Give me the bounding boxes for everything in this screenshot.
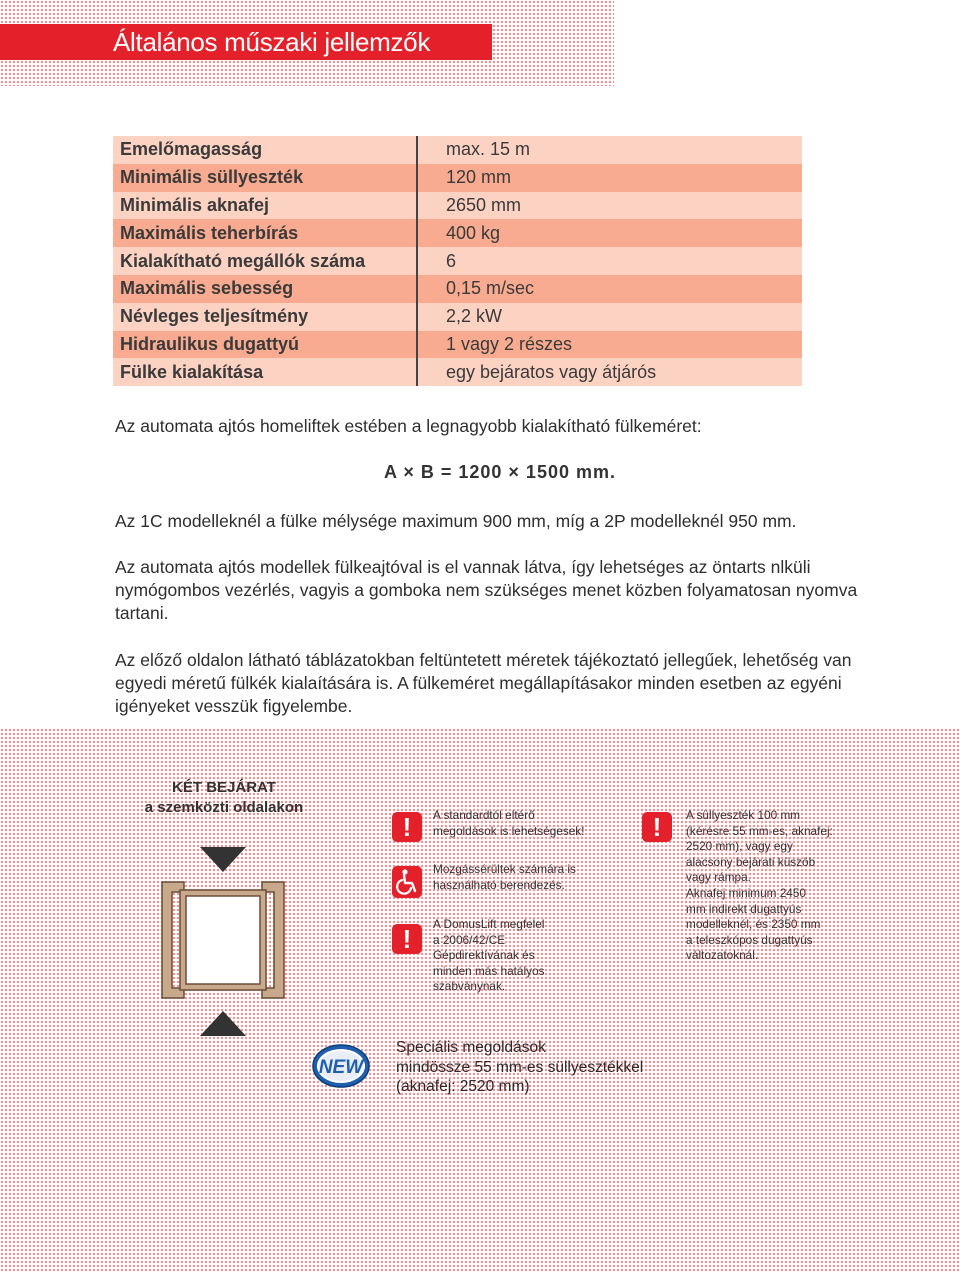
note-line: (kérésre 55 mm-es, aknafej: xyxy=(686,823,833,838)
spec-label: Maximális teherbírás xyxy=(120,222,299,243)
spec-row xyxy=(113,136,802,164)
note-line: 2520 mm), vagy egy xyxy=(686,839,793,854)
note-line: változatoknál. xyxy=(686,948,759,963)
spec-label: Fülke kialakítása xyxy=(120,361,264,382)
spec-row xyxy=(113,358,802,386)
new-badge-label: NEW xyxy=(318,1057,364,1078)
page-title: Általános műszaki jellemzők xyxy=(113,27,431,57)
spec-row xyxy=(113,247,802,275)
note-line: megoldások is lehetségesek! xyxy=(433,823,585,838)
spec-value: max. 15 m xyxy=(446,139,531,160)
note-custom-solutions xyxy=(433,808,584,839)
spec-table xyxy=(113,136,802,386)
note-line: vagy rámpa. xyxy=(686,870,751,885)
spec-value: 6 xyxy=(446,250,457,271)
note-line: Gépdirektívának és xyxy=(433,948,535,963)
exclamation-icon: ! xyxy=(392,924,422,954)
new-badge-icon xyxy=(312,1044,370,1088)
note-pit-depth xyxy=(686,808,833,964)
spec-row xyxy=(113,192,802,220)
custom-size-paragraph: Az előző oldalon látható táblázatokban feltüntetett méretek tájékoztató jellegűek, lehetőség van egyedi méretű fülkék kialaítására is. A fülkeméret megállapításakor minden esetben az egyéni igényeket vesszük figyelembe. xyxy=(115,650,852,716)
spec-value: 2650 mm xyxy=(446,194,522,215)
spec-label: Emelőmagasság xyxy=(120,139,263,160)
cabin-size-formula xyxy=(0,462,960,483)
arrow-down-icon xyxy=(200,847,246,872)
note-line: Aknafej minimum 2450 xyxy=(686,885,806,900)
cabin-diagram xyxy=(148,842,298,1038)
spec-value: 400 kg xyxy=(446,222,501,243)
intro-text: Az automata ajtós homeliftek estében a legnagyobb kialakítható fülkeméret: xyxy=(115,416,702,436)
spec-label: Hidraulikus dugattyú xyxy=(120,333,300,354)
note-line: minden más hatályos xyxy=(433,963,545,978)
note-line: A süllyeszték 100 mm xyxy=(686,808,801,822)
note-line: A DomusLift megfelel xyxy=(433,917,545,931)
note-line: modelleknél, és 2350 mm xyxy=(686,917,821,932)
spec-row xyxy=(113,331,802,359)
spec-label: Névleges teljesítmény xyxy=(120,306,309,327)
spec-value: 2,2 kW xyxy=(446,306,503,327)
spec-row xyxy=(113,303,802,331)
formula-text: A × B = 1200 × 1500 mm. xyxy=(384,462,616,482)
special-line: mindössze 55 mm-es süllyesztékkel xyxy=(396,1058,644,1076)
spec-divider xyxy=(416,136,418,386)
note-line: a teleszkópos dugattyús xyxy=(686,932,813,947)
note-line: A standardtól eltérő xyxy=(433,808,535,822)
special-solutions-text xyxy=(396,1038,643,1097)
diagram-subtitle: a szemközti oldalakon xyxy=(144,799,304,816)
note-line: szabványnak. xyxy=(433,979,506,994)
note-accessibility xyxy=(433,862,576,893)
note-line: Mozgássérültek számára is xyxy=(433,862,576,876)
note-directive xyxy=(433,917,544,995)
spec-row xyxy=(113,275,802,303)
note-line: mm indirekt dugattyús xyxy=(686,901,802,916)
model-depth-note: Az 1C modelleknél a fülke mélysége maximum 900 mm, míg a 2P modelleknél 950 mm. xyxy=(115,511,797,531)
spec-value: 1 vagy 2 részes xyxy=(446,333,573,354)
spec-row xyxy=(113,219,802,247)
spec-value: egy bejáratos vagy átjárós xyxy=(446,361,657,382)
exclamation-icon: ! xyxy=(392,812,422,842)
note-line: használható berendezés. xyxy=(433,877,565,892)
spec-label: Minimális süllyeszték xyxy=(120,167,304,188)
special-line: (aknafej: 2520 mm) xyxy=(396,1078,530,1095)
note-line: alacsony bejárati küszöb xyxy=(686,854,816,869)
cabin-interior xyxy=(186,896,260,984)
diagram-title: KÉT BEJÁRAT xyxy=(172,779,276,796)
spec-row xyxy=(113,164,802,192)
spec-value: 120 mm xyxy=(446,167,512,188)
arrow-up-icon xyxy=(200,1011,246,1036)
special-line: Speciális megoldások xyxy=(396,1039,546,1056)
automatic-door-paragraph: Az automata ajtós modellek fülkeajtóval is el vannak látva, így lehetséges az öntarts nlküli nymógombos vezérlés, vagyis a gomboka nem szükséges menet közben folyamatosan nyomva tartani. xyxy=(115,557,858,623)
note-line: a 2006/42/CE xyxy=(433,932,506,947)
spec-value: 0,15 m/sec xyxy=(446,278,535,299)
spec-label: Maximális sebesség xyxy=(120,278,294,299)
wheelchair-icon xyxy=(392,866,422,898)
spec-label: Kialakítható megállók száma xyxy=(120,250,366,271)
exclamation-icon: ! xyxy=(642,812,672,842)
spec-label: Minimális aknafej xyxy=(120,194,270,215)
